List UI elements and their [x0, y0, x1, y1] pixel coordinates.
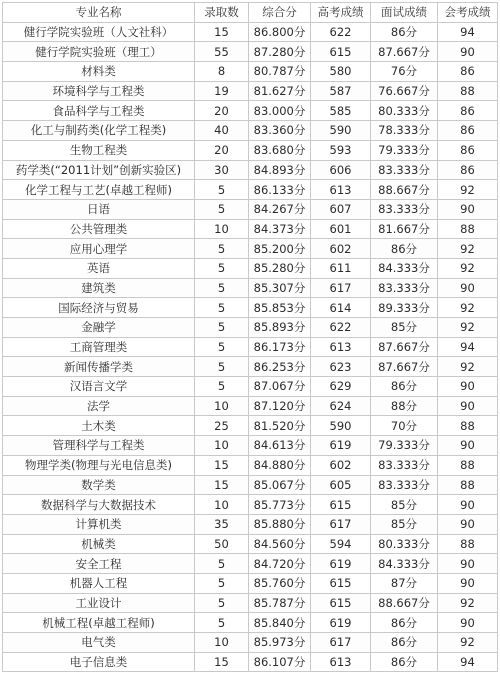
cell-admitted-count: 5	[195, 613, 249, 633]
cell-huikao-score: 90	[438, 573, 498, 593]
table-row	[3, 298, 498, 318]
cell-huikao-score: 90	[438, 613, 498, 633]
cell-composite-score: 84.613分	[249, 436, 311, 456]
cell-admitted-count: 30	[195, 160, 249, 180]
cell-gaokao-score: 619	[311, 436, 371, 456]
header-gaokao-score: 高考成绩	[311, 3, 371, 23]
cell-interview-score: 87.667分	[371, 337, 438, 357]
table-row	[3, 377, 498, 397]
cell-gaokao-score: 590	[311, 416, 371, 436]
cell-interview-score: 83.333分	[371, 160, 438, 180]
cell-admitted-count: 15	[195, 455, 249, 475]
cell-gaokao-score: 619	[311, 613, 371, 633]
cell-admitted-count: 5	[195, 239, 249, 259]
cell-interview-score: 84.333分	[371, 258, 438, 278]
cell-gaokao-score: 629	[311, 377, 371, 397]
cell-composite-score: 85.760分	[249, 573, 311, 593]
cell-composite-score: 80.787分	[249, 62, 311, 82]
cell-admitted-count: 19	[195, 81, 249, 101]
cell-composite-score: 85.880分	[249, 514, 311, 534]
cell-composite-score: 86.133分	[249, 180, 311, 200]
cell-composite-score: 85.280分	[249, 258, 311, 278]
cell-gaokao-score: 602	[311, 239, 371, 259]
cell-major-name: 国际经济与贸易	[3, 298, 195, 318]
cell-interview-score: 85分	[371, 318, 438, 338]
table-row	[3, 318, 498, 338]
cell-major-name: 金融学	[3, 318, 195, 338]
cell-major-name: 法学	[3, 396, 195, 416]
cell-major-name: 汉语言文学	[3, 377, 195, 397]
table-row	[3, 62, 498, 82]
cell-composite-score: 86.173分	[249, 337, 311, 357]
cell-composite-score: 86.107分	[249, 652, 311, 672]
table-row	[3, 337, 498, 357]
cell-admitted-count: 5	[195, 199, 249, 219]
cell-gaokao-score: 615	[311, 42, 371, 62]
header-interview-score: 面试成绩	[371, 3, 438, 23]
admission-score-table	[2, 2, 498, 672]
cell-admitted-count: 55	[195, 42, 249, 62]
cell-huikao-score: 88	[438, 416, 498, 436]
cell-interview-score: 88分	[371, 396, 438, 416]
header-composite-score: 综合分	[249, 3, 311, 23]
cell-admitted-count: 35	[195, 514, 249, 534]
table-row	[3, 652, 498, 672]
cell-huikao-score: 90	[438, 377, 498, 397]
cell-admitted-count: 40	[195, 121, 249, 141]
cell-gaokao-score: 617	[311, 514, 371, 534]
cell-huikao-score: 86	[438, 121, 498, 141]
table-row	[3, 416, 498, 436]
cell-interview-score: 86分	[371, 22, 438, 42]
cell-huikao-score: 94	[438, 22, 498, 42]
header-admitted-count: 录取数	[195, 3, 249, 23]
cell-gaokao-score: 587	[311, 81, 371, 101]
cell-major-name: 健行学院实验班（人文社科）	[3, 22, 195, 42]
cell-gaokao-score: 613	[311, 337, 371, 357]
cell-composite-score: 86.800分	[249, 22, 311, 42]
table-body	[3, 22, 498, 672]
cell-huikao-score: 86	[438, 160, 498, 180]
cell-composite-score: 85.840分	[249, 613, 311, 633]
cell-gaokao-score: 605	[311, 475, 371, 495]
cell-composite-score: 85.200分	[249, 239, 311, 259]
cell-interview-score: 80.333分	[371, 534, 438, 554]
table-row	[3, 514, 498, 534]
cell-interview-score: 81.667分	[371, 219, 438, 239]
cell-interview-score: 83.333分	[371, 278, 438, 298]
cell-huikao-score: 92	[438, 318, 498, 338]
cell-composite-score: 87.067分	[249, 377, 311, 397]
table-row	[3, 357, 498, 377]
cell-huikao-score: 92	[438, 239, 498, 259]
cell-gaokao-score: 622	[311, 22, 371, 42]
cell-huikao-score: 90	[438, 199, 498, 219]
cell-major-name: 英语	[3, 258, 195, 278]
cell-composite-score: 85.787分	[249, 593, 311, 613]
cell-composite-score: 85.773分	[249, 495, 311, 515]
cell-huikao-score: 94	[438, 337, 498, 357]
cell-huikao-score: 90	[438, 554, 498, 574]
table-row	[3, 534, 498, 554]
cell-admitted-count: 8	[195, 62, 249, 82]
cell-major-name: 机械类	[3, 534, 195, 554]
cell-gaokao-score: 607	[311, 199, 371, 219]
cell-admitted-count: 5	[195, 337, 249, 357]
cell-interview-score: 85分	[371, 495, 438, 515]
table-row	[3, 613, 498, 633]
cell-gaokao-score: 590	[311, 121, 371, 141]
table-row	[3, 593, 498, 613]
cell-admitted-count: 5	[195, 258, 249, 278]
cell-huikao-score: 92	[438, 180, 498, 200]
cell-gaokao-score: 615	[311, 573, 371, 593]
cell-major-name: 公共管理类	[3, 219, 195, 239]
cell-composite-score: 83.360分	[249, 121, 311, 141]
cell-interview-score: 89.333分	[371, 298, 438, 318]
cell-interview-score: 86分	[371, 652, 438, 672]
cell-huikao-score: 88	[438, 534, 498, 554]
cell-interview-score: 87.667分	[371, 42, 438, 62]
cell-major-name: 土木类	[3, 416, 195, 436]
cell-huikao-score: 92	[438, 258, 498, 278]
cell-admitted-count: 50	[195, 534, 249, 554]
cell-composite-score: 81.520分	[249, 416, 311, 436]
cell-gaokao-score: 602	[311, 455, 371, 475]
cell-admitted-count: 5	[195, 278, 249, 298]
cell-major-name: 安全工程	[3, 554, 195, 574]
table-row	[3, 180, 498, 200]
table-row	[3, 160, 498, 180]
cell-gaokao-score: 614	[311, 298, 371, 318]
cell-major-name: 电子信息类	[3, 652, 195, 672]
cell-interview-score: 70分	[371, 416, 438, 436]
cell-major-name: 生物工程类	[3, 140, 195, 160]
cell-gaokao-score: 617	[311, 278, 371, 298]
table-row	[3, 81, 498, 101]
cell-composite-score: 84.893分	[249, 160, 311, 180]
cell-admitted-count: 20	[195, 101, 249, 121]
cell-major-name: 药学类(“2011计划”创新实验区)	[3, 160, 195, 180]
table-row	[3, 219, 498, 239]
cell-gaokao-score: 606	[311, 160, 371, 180]
cell-composite-score: 87.280分	[249, 42, 311, 62]
cell-huikao-score: 86	[438, 101, 498, 121]
cell-major-name: 应用心理学	[3, 239, 195, 259]
table-row	[3, 278, 498, 298]
cell-interview-score: 85分	[371, 514, 438, 534]
cell-gaokao-score: 585	[311, 101, 371, 121]
cell-major-name: 数据科学与大数据技术	[3, 495, 195, 515]
cell-huikao-score: 90	[438, 396, 498, 416]
cell-composite-score: 84.560分	[249, 534, 311, 554]
cell-interview-score: 87.667分	[371, 357, 438, 377]
cell-composite-score: 87.120分	[249, 396, 311, 416]
cell-interview-score: 79.333分	[371, 140, 438, 160]
cell-interview-score: 78.333分	[371, 121, 438, 141]
cell-admitted-count: 10	[195, 633, 249, 653]
cell-major-name: 管理科学与工程类	[3, 436, 195, 456]
cell-interview-score: 87分	[371, 573, 438, 593]
table-row	[3, 554, 498, 574]
table-row	[3, 475, 498, 495]
cell-huikao-score: 92	[438, 298, 498, 318]
cell-huikao-score: 92	[438, 633, 498, 653]
cell-gaokao-score: 624	[311, 396, 371, 416]
cell-huikao-score: 88	[438, 455, 498, 475]
cell-major-name: 工商管理类	[3, 337, 195, 357]
cell-admitted-count: 5	[195, 357, 249, 377]
cell-gaokao-score: 619	[311, 554, 371, 574]
cell-huikao-score: 88	[438, 219, 498, 239]
cell-huikao-score: 92	[438, 593, 498, 613]
cell-major-name: 建筑类	[3, 278, 195, 298]
cell-composite-score: 84.373分	[249, 219, 311, 239]
cell-admitted-count: 5	[195, 554, 249, 574]
cell-admitted-count: 5	[195, 318, 249, 338]
cell-composite-score: 84.267分	[249, 199, 311, 219]
cell-major-name: 新闻传播学类	[3, 357, 195, 377]
cell-admitted-count: 15	[195, 475, 249, 495]
table-row	[3, 436, 498, 456]
cell-interview-score: 86分	[371, 239, 438, 259]
cell-huikao-score: 90	[438, 278, 498, 298]
cell-interview-score: 86分	[371, 377, 438, 397]
cell-gaokao-score: 613	[311, 652, 371, 672]
table-row	[3, 258, 498, 278]
cell-major-name: 化学工程与工艺(卓越工程师)	[3, 180, 195, 200]
cell-interview-score: 88.667分	[371, 593, 438, 613]
cell-interview-score: 83.333分	[371, 199, 438, 219]
cell-gaokao-score: 622	[311, 318, 371, 338]
cell-huikao-score: 86	[438, 62, 498, 82]
cell-gaokao-score: 615	[311, 495, 371, 515]
cell-interview-score: 76分	[371, 62, 438, 82]
cell-admitted-count: 5	[195, 377, 249, 397]
cell-gaokao-score: 613	[311, 180, 371, 200]
cell-admitted-count: 5	[195, 180, 249, 200]
cell-interview-score: 88.667分	[371, 180, 438, 200]
cell-admitted-count: 10	[195, 219, 249, 239]
cell-major-name: 计算机类	[3, 514, 195, 534]
cell-major-name: 化工与制药类(化学工程类)	[3, 121, 195, 141]
cell-admitted-count: 5	[195, 593, 249, 613]
cell-major-name: 材料类	[3, 62, 195, 82]
cell-interview-score: 79.333分	[371, 436, 438, 456]
table-row	[3, 42, 498, 62]
cell-gaokao-score: 617	[311, 633, 371, 653]
cell-admitted-count: 15	[195, 652, 249, 672]
cell-huikao-score: 90	[438, 436, 498, 456]
cell-composite-score: 85.973分	[249, 633, 311, 653]
cell-huikao-score: 88	[438, 81, 498, 101]
cell-major-name: 环境科学与工程类	[3, 81, 195, 101]
cell-major-name: 食品科学与工程类	[3, 101, 195, 121]
table-row	[3, 633, 498, 653]
cell-huikao-score: 86	[438, 140, 498, 160]
table-row	[3, 455, 498, 475]
cell-admitted-count: 5	[195, 298, 249, 318]
cell-gaokao-score: 580	[311, 62, 371, 82]
table-row	[3, 573, 498, 593]
table-row	[3, 101, 498, 121]
cell-composite-score: 85.893分	[249, 318, 311, 338]
cell-major-name: 电气类	[3, 633, 195, 653]
cell-major-name: 日语	[3, 199, 195, 219]
cell-composite-score: 85.067分	[249, 475, 311, 495]
table-row	[3, 396, 498, 416]
cell-major-name: 机器人工程	[3, 573, 195, 593]
cell-interview-score: 83.333分	[371, 475, 438, 495]
cell-huikao-score: 90	[438, 42, 498, 62]
cell-huikao-score: 90	[438, 495, 498, 515]
table-header-row	[3, 3, 498, 23]
cell-composite-score: 86.253分	[249, 357, 311, 377]
cell-admitted-count: 25	[195, 416, 249, 436]
header-major-name: 专业名称	[3, 3, 195, 23]
cell-interview-score: 83.333分	[371, 455, 438, 475]
cell-interview-score: 86分	[371, 613, 438, 633]
cell-interview-score: 84.333分	[371, 554, 438, 574]
cell-composite-score: 83.680分	[249, 140, 311, 160]
cell-composite-score: 83.000分	[249, 101, 311, 121]
table-row	[3, 199, 498, 219]
cell-gaokao-score: 611	[311, 258, 371, 278]
cell-composite-score: 84.720分	[249, 554, 311, 574]
cell-gaokao-score: 615	[311, 593, 371, 613]
cell-composite-score: 81.627分	[249, 81, 311, 101]
cell-admitted-count: 10	[195, 495, 249, 515]
cell-major-name: 数学类	[3, 475, 195, 495]
cell-interview-score: 76.667分	[371, 81, 438, 101]
cell-admitted-count: 10	[195, 396, 249, 416]
table-row	[3, 495, 498, 515]
cell-huikao-score: 90	[438, 514, 498, 534]
table-row	[3, 22, 498, 42]
cell-interview-score: 86分	[371, 633, 438, 653]
admission-score-table-container	[2, 2, 497, 672]
table-row	[3, 140, 498, 160]
cell-major-name: 物理学类(物理与光电信息类)	[3, 455, 195, 475]
cell-composite-score: 84.880分	[249, 455, 311, 475]
cell-gaokao-score: 593	[311, 140, 371, 160]
cell-composite-score: 85.307分	[249, 278, 311, 298]
cell-huikao-score: 88	[438, 475, 498, 495]
cell-major-name: 机械工程(卓越工程师)	[3, 613, 195, 633]
cell-admitted-count: 10	[195, 436, 249, 456]
cell-huikao-score: 94	[438, 652, 498, 672]
cell-major-name: 健行学院实验班（理工）	[3, 42, 195, 62]
header-huikao-score: 会考成绩	[438, 3, 498, 23]
table-row	[3, 239, 498, 259]
cell-admitted-count: 15	[195, 22, 249, 42]
cell-major-name: 工业设计	[3, 593, 195, 613]
cell-gaokao-score: 623	[311, 357, 371, 377]
cell-huikao-score: 92	[438, 357, 498, 377]
cell-composite-score: 85.853分	[249, 298, 311, 318]
cell-gaokao-score: 594	[311, 534, 371, 554]
cell-admitted-count: 5	[195, 573, 249, 593]
cell-admitted-count: 20	[195, 140, 249, 160]
cell-interview-score: 80.333分	[371, 101, 438, 121]
cell-gaokao-score: 601	[311, 219, 371, 239]
table-row	[3, 121, 498, 141]
